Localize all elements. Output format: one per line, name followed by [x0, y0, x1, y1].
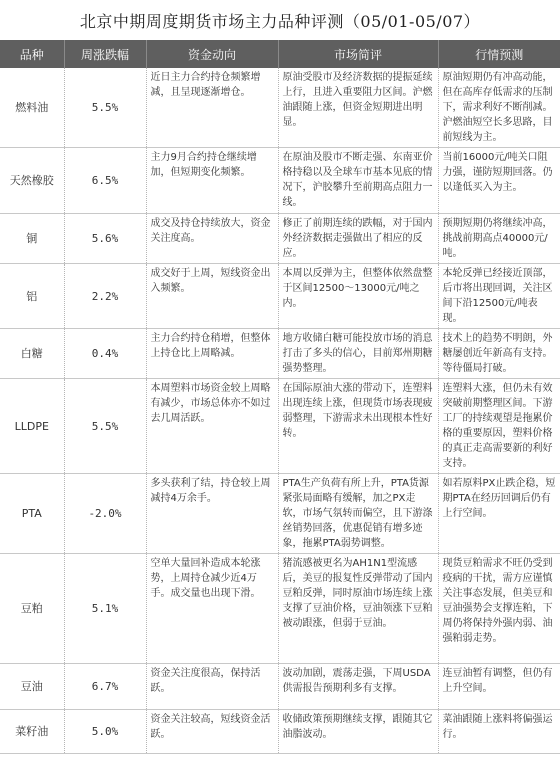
forecast: 预期短期仍将继续冲高，挑战前期高点40000元/吨。	[438, 214, 560, 264]
header-forecast: 行情预测	[438, 40, 560, 68]
weekly-change: -2.0%	[64, 474, 146, 554]
weekly-change: 6.7%	[64, 664, 146, 710]
forecast: 当前16000元/吨关口阻力强，谨防短期回落。仍以逢低买入为主。	[438, 148, 560, 214]
table-row	[0, 264, 560, 329]
fund-flow: 本周塑料市场资金较上周略有减少，市场总体亦不如过去几周活跃。	[146, 379, 278, 474]
table-row	[0, 710, 560, 754]
market-comment: 地方收储白糖可能投放市场的消息打击了多头的信心，目前郑州期糖强势整理。	[278, 329, 438, 379]
forecast: 如若原料PX止跌企稳，短期PTA在经历回调后仍有上行空间。	[438, 474, 560, 554]
forecast: 原油短期仍有冲高动能，但在高库存低需求的压制下，需求利好不断削减。沪燃油短空长多思路，目前短线为主。	[438, 68, 560, 148]
forecast: 连豆油暂有调整，但仍有上升空间。	[438, 664, 560, 710]
fund-flow: 资金关注较高，短线资金活跃。	[146, 710, 278, 754]
variety-name: 豆油	[0, 664, 64, 710]
forecast: 技术上的趋势不明朗，外糖屡创近年新高有支持。等待僵局打破。	[438, 329, 560, 379]
header-variety: 品种	[0, 40, 64, 68]
weekly-change: 0.4%	[64, 329, 146, 379]
fund-flow: 多头获利了结，持仓较上周减持4万余手。	[146, 474, 278, 554]
weekly-change: 5.5%	[64, 379, 146, 474]
fund-flow: 主力合约持仓稍增，但整体上持仓比上周略减。	[146, 329, 278, 379]
weekly-change: 5.6%	[64, 214, 146, 264]
table-row	[0, 554, 560, 664]
variety-name: LLDPE	[0, 379, 64, 474]
table-row	[0, 214, 560, 264]
variety-name: PTA	[0, 474, 64, 554]
fund-flow: 资金关注度很高，保持活跃。	[146, 664, 278, 710]
forecast: 菜油跟随上涨料将偏强运行。	[438, 710, 560, 754]
table-row	[0, 68, 560, 148]
market-comment: PTA生产负荷有所上升，PTA货源紧张局面略有缓解，加之PX走软，市场气氛转而偏空，且下游涤丝销势回落，优惠促销有增多迹象，拖累PTA弱势调整。	[278, 474, 438, 554]
commodity-table	[0, 40, 560, 754]
header-market-comment: 市场简评	[278, 40, 438, 68]
variety-name: 菜籽油	[0, 710, 64, 754]
variety-name: 铝	[0, 264, 64, 329]
fund-flow: 成交好于上周，短线资金出入频繁。	[146, 264, 278, 329]
header-row	[0, 40, 560, 68]
page-title: 北京中期周度期货市场主力品种评测（05/01-05/07）	[79, 11, 481, 31]
market-comment: 波动加剧，震荡走强，下周USDA供需报告预期利多有支撑。	[278, 664, 438, 710]
market-comment: 原油受股市及经济数据的提振延续上行，且进入重要阻力区间。沪燃油跟随上涨，但资金短期进出明显。	[278, 68, 438, 148]
fund-flow: 空单大量回补造成本轮涨势，上周持仓减少近4万手。成交量也出现下滑。	[146, 554, 278, 664]
forecast: 本轮反弹已经接近顶部，后市将出现回调，关注区间下沿12500元/吨表现。	[438, 264, 560, 329]
market-comment: 修正了前期连续的跌幅，对于国内外经济数据走强做出了相应的反应。	[278, 214, 438, 264]
table-row	[0, 379, 560, 474]
weekly-change: 6.5%	[64, 148, 146, 214]
fund-flow: 近日主力合约持仓频繁增减，且呈现逐渐增仓。	[146, 68, 278, 148]
table-row	[0, 148, 560, 214]
variety-name: 天然橡胶	[0, 148, 64, 214]
market-comment: 本周以反弹为主，但整体依然盘整于区间12500～13000元/吨之内。	[278, 264, 438, 329]
forecast: 连塑料大涨，但仍未有效突破前期整理区间。下游工厂的持续观望是拖累价格的重要原因，塑料价格的真正走高需要新的利好支持。	[438, 379, 560, 474]
fund-flow: 成交及持仓持续放大，资金关注度高。	[146, 214, 278, 264]
variety-name: 铜	[0, 214, 64, 264]
table-row	[0, 664, 560, 710]
weekly-change: 2.2%	[64, 264, 146, 329]
table-row	[0, 329, 560, 379]
market-comment: 在国际原油大涨的带动下，连塑料出现连续上涨，但现货市场表现疲弱整理，下游需求未出现根本性好转。	[278, 379, 438, 474]
variety-name: 白糖	[0, 329, 64, 379]
weekly-change: 5.0%	[64, 710, 146, 754]
weekly-change: 5.1%	[64, 554, 146, 664]
forecast: 现货豆粕需求不旺仍受到疫病的干扰，需方应谨慎关注事态发展，但美豆和豆油强势会支撑连粕，下周仍将保持外强内弱、油强粕弱走势。	[438, 554, 560, 664]
table-row	[0, 474, 560, 554]
variety-name: 燃料油	[0, 68, 64, 148]
market-comment: 猪流感被更名为AH1N1型流感后，美豆的报复性反弹带动了国内豆粕反弹，同时原油市场连续上涨支撑了豆油价格，豆油领涨下豆粕被动跟涨，但弱于豆油。	[278, 554, 438, 664]
header-fund-flow: 资金动向	[146, 40, 278, 68]
market-comment: 收储政策预期继续支撑，跟随其它油脂波动。	[278, 710, 438, 754]
weekly-change: 5.5%	[64, 68, 146, 148]
fund-flow: 主力9月合约持仓继续增加，但短期变化频繁。	[146, 148, 278, 214]
header-weekly-change: 周涨跌幅	[64, 40, 146, 68]
variety-name: 豆粕	[0, 554, 64, 664]
market-comment: 在原油及股市不断走强、东南亚价格持稳以及全球车市基本见底的情况下，沪胶攀升至前期高点阻力一线。	[278, 148, 438, 214]
